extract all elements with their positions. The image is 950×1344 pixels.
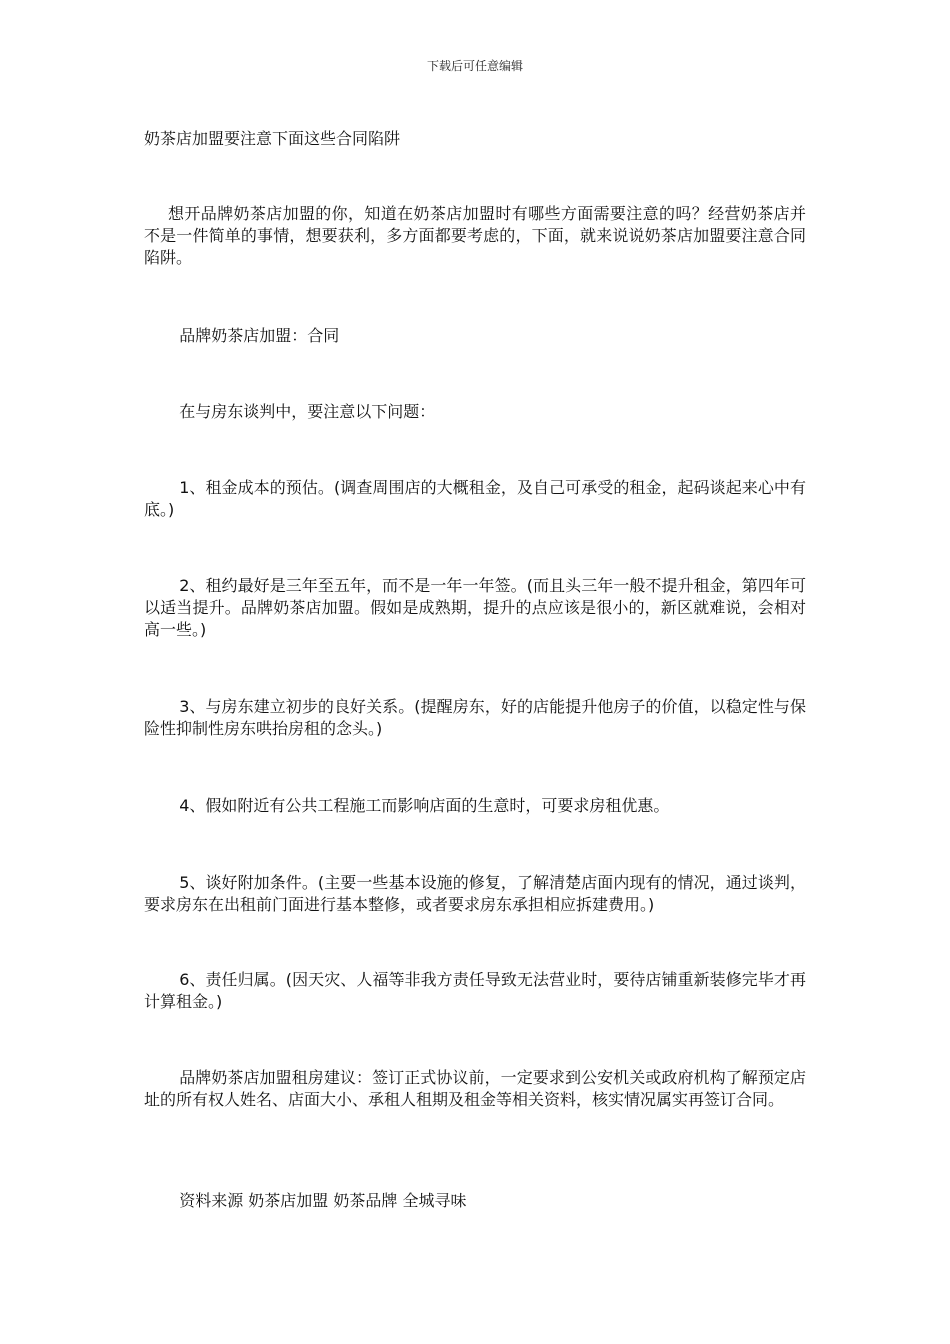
source-line: 资料来源 奶茶店加盟 奶茶品牌 全城寻味 — [179, 1191, 467, 1210]
page-header: 下载后可任意编辑 — [426, 59, 523, 73]
advice-paragraph: 品牌奶茶店加盟租房建议：签订正式协议前，一定要求到公安机关或政府机构了解预定店址的所有权人姓名、店面大小、承租人租期及租金等相关资料，核实情况属实再签订合同。 — [144, 1068, 806, 1109]
document-title: 奶茶店加盟要注意下面这些合同陷阱 — [144, 129, 401, 148]
lead-paragraph: 在与房东谈判中，要注意以下问题： — [179, 402, 436, 421]
intro-paragraph: 想开品牌奶茶店加盟的你，知道在奶茶店加盟时有哪些方面需要注意的吗？经营奶茶店并不是一件简单的事情，想要获利，多方面都要考虑的，下面，就来说说奶茶店加盟要注意合同陷阱。 — [144, 204, 806, 267]
list-item: 3、与房东建立初步的良好关系。(提醒房东，好的店能提升他房子的价值，以稳定性与保险性抑制性房东哄抬房租的念头。) — [144, 697, 806, 738]
list-item: 2、租约最好是三年至五年，而不是一年一年签。(而且头三年一般不提升租金，第四年可以适当提升。品牌奶茶店加盟。假如是成熟期，提升的点应该是很小的，新区就难说，会相对高一些。) — [144, 576, 806, 639]
list-item: 4、假如附近有公共工程施工而影响店面的生意时，可要求房租优惠。 — [179, 796, 670, 815]
list-item: 1、租金成本的预估。(调查周围店的大概租金，及自己可承受的租金，起码谈起来心中有底。) — [144, 478, 806, 519]
list-item: 5、谈好附加条件。(主要一些基本设施的修复，了解清楚店面内现有的情况，通过谈判，要求房东在出租前门面进行基本整修，或者要求房东承担相应拆建费用。) — [144, 873, 806, 914]
section-heading: 品牌奶茶店加盟：合同 — [179, 326, 340, 345]
list-item: 6、责任归属。(因天灾、人福等非我方责任导致无法营业时，要待店铺重新装修完毕才再计算租金。) — [144, 970, 806, 1011]
